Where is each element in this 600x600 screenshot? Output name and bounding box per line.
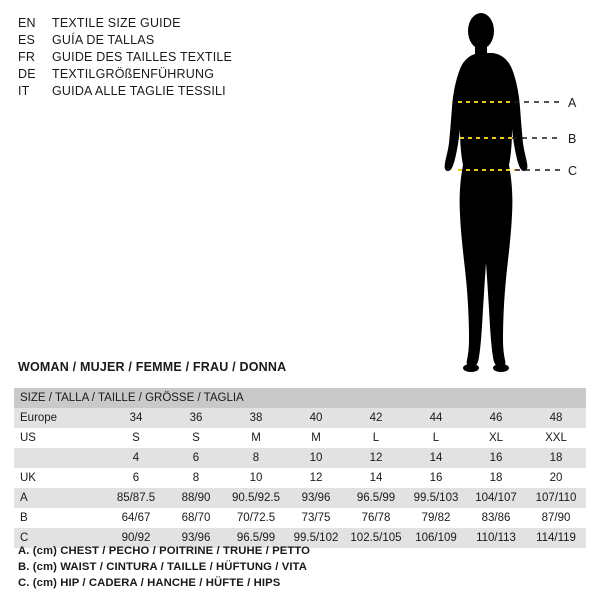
row-label: B (14, 508, 106, 528)
cell: XXL (526, 428, 586, 448)
cell: 64/67 (106, 508, 166, 528)
cell: 14 (346, 468, 406, 488)
table-row (14, 488, 586, 508)
row-label: UK (14, 468, 106, 488)
language-code: ES (18, 33, 36, 47)
cell: 4 (106, 448, 166, 468)
cell: 34 (106, 408, 166, 428)
language-code: FR (18, 50, 36, 64)
table-header-row (14, 388, 586, 408)
cell: 20 (526, 468, 586, 488)
note-a: A. (cm) CHEST / PECHO / POITRINE / TRUHE / PETTO (18, 545, 311, 557)
cell: 12 (346, 448, 406, 468)
table-row (14, 448, 586, 468)
cell: L (346, 428, 406, 448)
row-label: C (14, 528, 106, 548)
figure-marker-b: B (568, 132, 577, 146)
cell: 76/78 (346, 508, 406, 528)
cell: M (286, 428, 346, 448)
cell: M (226, 428, 286, 448)
section-title: WOMAN / MUJER / FEMME / FRAU / DONNA (18, 360, 287, 374)
cell: 107/110 (526, 488, 586, 508)
cell: 14 (406, 448, 466, 468)
cell: 44 (406, 408, 466, 428)
language-code: IT (18, 84, 30, 98)
cell: 68/70 (166, 508, 226, 528)
cell: 79/82 (406, 508, 466, 528)
cell: 93/96 (166, 528, 226, 548)
cell: 110/113 (466, 528, 526, 548)
cell: 36 (166, 408, 226, 428)
language-row (18, 67, 318, 84)
cell: 99.5/102 (286, 528, 346, 548)
cell: 114/119 (526, 528, 586, 548)
cell: 90/92 (106, 528, 166, 548)
cell: 16 (466, 448, 526, 468)
row-label: Europe (14, 408, 106, 428)
row-label: US (14, 428, 106, 448)
size-table (14, 388, 586, 548)
table-row (14, 508, 586, 528)
row-label: A (14, 488, 106, 508)
cell: 10 (286, 448, 346, 468)
cell: 85/87.5 (106, 488, 166, 508)
cell: 18 (526, 448, 586, 468)
language-row (18, 50, 318, 67)
cell: 90.5/92.5 (226, 488, 286, 508)
row-label (14, 448, 106, 468)
cell: 18 (466, 468, 526, 488)
language-row (18, 16, 318, 33)
cell: 6 (166, 448, 226, 468)
measurement-notes (18, 543, 310, 591)
language-header-list (18, 16, 318, 101)
cell: 10 (226, 468, 286, 488)
female-silhouette-icon (400, 5, 600, 375)
note-c: C. (cm) HIP / CADERA / HANCHE / HÜFTE / HIPS (18, 577, 281, 589)
language-title: GUIDA ALLE TAGLIE TESSILI (52, 84, 226, 98)
cell: XL (466, 428, 526, 448)
cell: 16 (406, 468, 466, 488)
cell: 48 (526, 408, 586, 428)
cell: 8 (226, 448, 286, 468)
cell: 102.5/105 (346, 528, 406, 548)
cell: 42 (346, 408, 406, 428)
cell: 96.5/99 (346, 488, 406, 508)
table-row (14, 468, 586, 488)
figure-illustration (400, 5, 600, 375)
cell: L (406, 428, 466, 448)
cell: 40 (286, 408, 346, 428)
table-row (14, 408, 586, 428)
language-title: GUIDE DES TAILLES TEXTILE (52, 50, 233, 64)
cell: 106/109 (406, 528, 466, 548)
table-header-label: SIZE / TALLA / TAILLE / GRÖSSE / TAGLIA (14, 388, 586, 408)
cell: 104/107 (466, 488, 526, 508)
cell: S (166, 428, 226, 448)
cell: 38 (226, 408, 286, 428)
cell: 70/72.5 (226, 508, 286, 528)
cell: 8 (166, 468, 226, 488)
cell: 12 (286, 468, 346, 488)
cell: 93/96 (286, 488, 346, 508)
cell: 96.5/99 (226, 528, 286, 548)
figure-marker-c: C (568, 164, 578, 178)
cell: 87/90 (526, 508, 586, 528)
cell: 83/86 (466, 508, 526, 528)
cell: 6 (106, 468, 166, 488)
language-code: DE (18, 67, 36, 81)
cell: 46 (466, 408, 526, 428)
table-row (14, 428, 586, 448)
figure-marker-a: A (568, 96, 577, 110)
note-b: B. (cm) WAIST / CINTURA / TAILLE / HÜFTUNG / VITA (18, 561, 307, 573)
language-title: TEXTILE SIZE GUIDE (52, 16, 181, 30)
cell: 88/90 (166, 488, 226, 508)
language-row (18, 84, 318, 101)
language-code: EN (18, 16, 36, 30)
cell: S (106, 428, 166, 448)
cell: 73/75 (286, 508, 346, 528)
language-title: TEXTILGRÖßENFÜHRUNG (52, 67, 215, 81)
language-row (18, 33, 318, 50)
language-title: GUÍA DE TALLAS (52, 33, 155, 47)
cell: 99.5/103 (406, 488, 466, 508)
